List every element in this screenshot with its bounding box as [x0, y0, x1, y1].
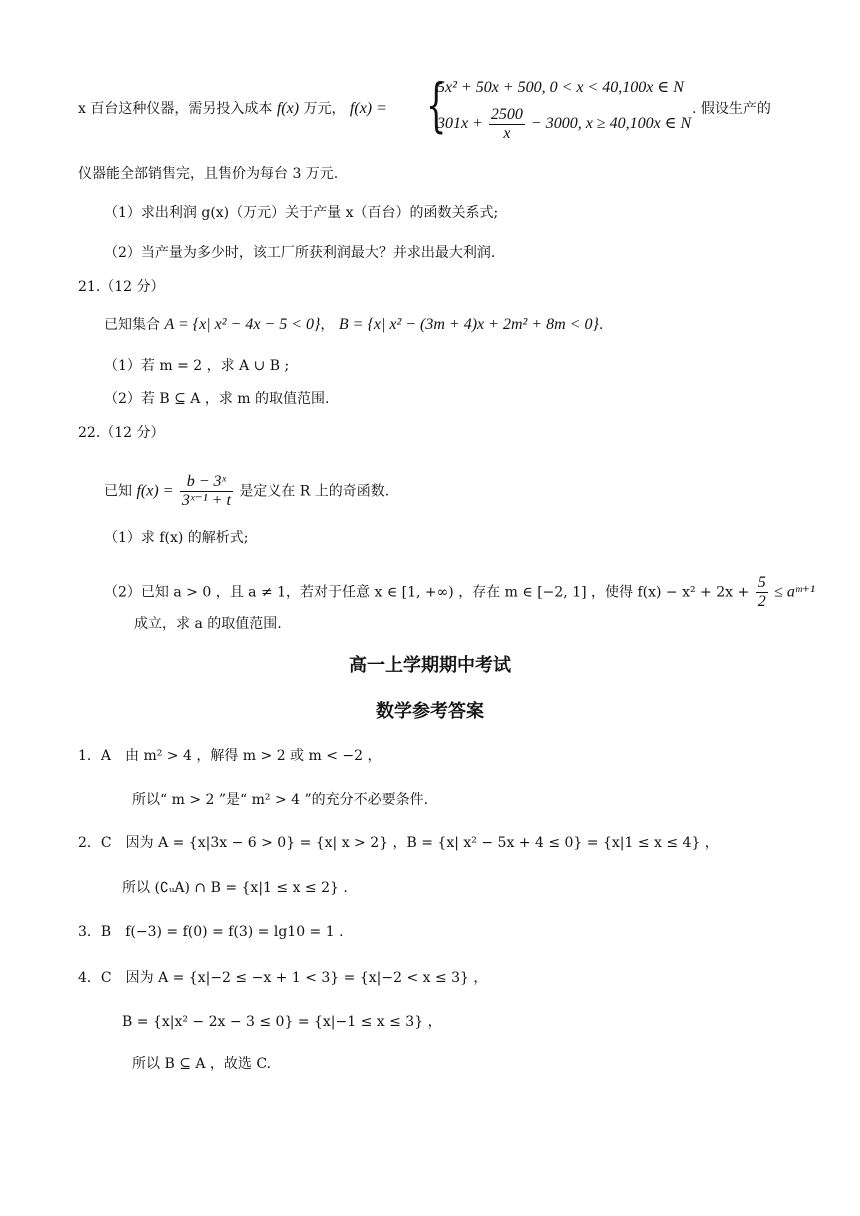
q22-sub2-den: 2: [757, 593, 766, 610]
q21-sep: ，: [320, 317, 335, 333]
q20-fx-inline: f(x): [276, 100, 300, 117]
q21-stem-a: 已知集合: [104, 317, 160, 333]
q20-text-b: 万元，: [303, 101, 346, 117]
q20-text-c: . 假设生产的: [692, 101, 771, 117]
q22-sub-2: [104, 574, 815, 611]
q20-line-2: 仪器能全部销售完，且售价为每台 3 万元.: [78, 166, 339, 182]
answer-2-line-1: 2．C 因为 A = {x|3x − 6 > 0} = {x| x > 2} ，B = {x| x² − 5x + 4 ≤ 0} = {x|1 ≤ x ≤ 4} ，: [78, 835, 719, 851]
answer-4-line-3: 所以 B ⊆ A ，故选 C.: [132, 1056, 272, 1072]
q22-f-num: b − 3ˣ: [180, 473, 233, 492]
answer-1-line-2: 所以“ m > 2 ”是“ m² > 4 ”的充分不必要条件.: [132, 792, 429, 808]
q22-f-left: f(x) =: [136, 482, 174, 500]
answer-4-line-2: B = {x|x² − 2x − 3 ≤ 0} = {x|−1 ≤ x ≤ 3} ，: [122, 1014, 442, 1030]
q20-fx-def: f(x) =: [349, 100, 387, 117]
q20-case-1: 5x² + 50x + 500, 0 < x < 40,100x ∈ N: [437, 79, 684, 96]
q22-sub-1: （1）求 f(x) 的解析式;: [104, 530, 249, 546]
q20-sub-1: （1）求出利润 g(x)（万元）关于产量 x（百台）的函数关系式;: [104, 205, 499, 221]
q20-case2-num: 2500: [490, 106, 523, 123]
q22-sub-2-line-2: 成立，求 a 的取值范围.: [134, 616, 282, 632]
q22-stem-a: 已知: [104, 483, 132, 500]
q20-text-a: x 百台这种仪器，需另投入成本: [78, 101, 273, 117]
q22-f-fraction: [180, 473, 233, 510]
page-title: 高一上学期期中考试: [349, 655, 511, 676]
q22-sub2-end: ≤ aᵐ⁺¹: [774, 583, 815, 601]
q22-stem: [104, 473, 389, 510]
q21-end: .: [598, 317, 604, 333]
q20-case2-right: − 3000, x ≥ 40,100x ∈ N: [530, 115, 692, 133]
q21-set-b: B = {x| x² − (3m + 4)x + 2m² + 8m < 0}: [338, 316, 599, 333]
q22-sub2-text: （2）已知 a > 0 ，且 a ≠ 1，若对于任意 x ∈ [1, +∞) ，存在 m ∈ [−2, 1] ，使得 f(x) − x² + 2x +: [104, 584, 750, 601]
q20-piecewise-brace: {: [426, 71, 447, 139]
q21-header: 21.（12 分）: [78, 279, 165, 295]
q21-sub-1: （1）若 m = 2 ，求 A ∪ B ;: [104, 358, 290, 374]
answer-4-line-1: 4．C 因为 A = {x|−2 ≤ −x + 1 < 3} = {x|−2 < x ≤ 3} ，: [78, 970, 488, 986]
q21-stem: [104, 315, 603, 335]
q22-stem-b: 是定义在 R 上的奇函数.: [239, 483, 390, 500]
q22-sub2-num: 5: [757, 574, 766, 591]
answer-2-line-2: 所以 (∁ᵤA) ∩ B = {x|1 ≤ x ≤ 2} .: [122, 880, 348, 896]
q20-case2-den: x: [503, 125, 511, 142]
q20-cost-intro: [78, 99, 387, 119]
q20-case2-left: 301x +: [437, 115, 483, 133]
q21-set-a: A = {x| x² − 4x − 5 < 0}: [164, 316, 321, 333]
q22-header: 22.（12 分）: [78, 425, 165, 441]
page-subtitle: 数学参考答案: [376, 701, 484, 722]
q20-case2-fraction: [489, 106, 525, 143]
answer-1-line-1: 1．A 由 m² > 4 ，解得 m > 2 或 m < −2 ，: [78, 748, 382, 764]
answer-3-line-1: 3．B f(−3) = f(0) = f(3) = lg10 = 1 .: [78, 924, 344, 940]
q22-f-den: 3ˣ⁻¹ + t: [181, 492, 231, 509]
q21-sub-2: （2）若 B ⊆ A ，求 m 的取值范围.: [104, 391, 330, 407]
q20-sub-2: （2）当产量为多少时，该工厂所获利润最大？并求出最大利润.: [104, 245, 496, 261]
q20-case-2: [437, 106, 691, 143]
q22-sub2-fraction: [756, 574, 768, 611]
